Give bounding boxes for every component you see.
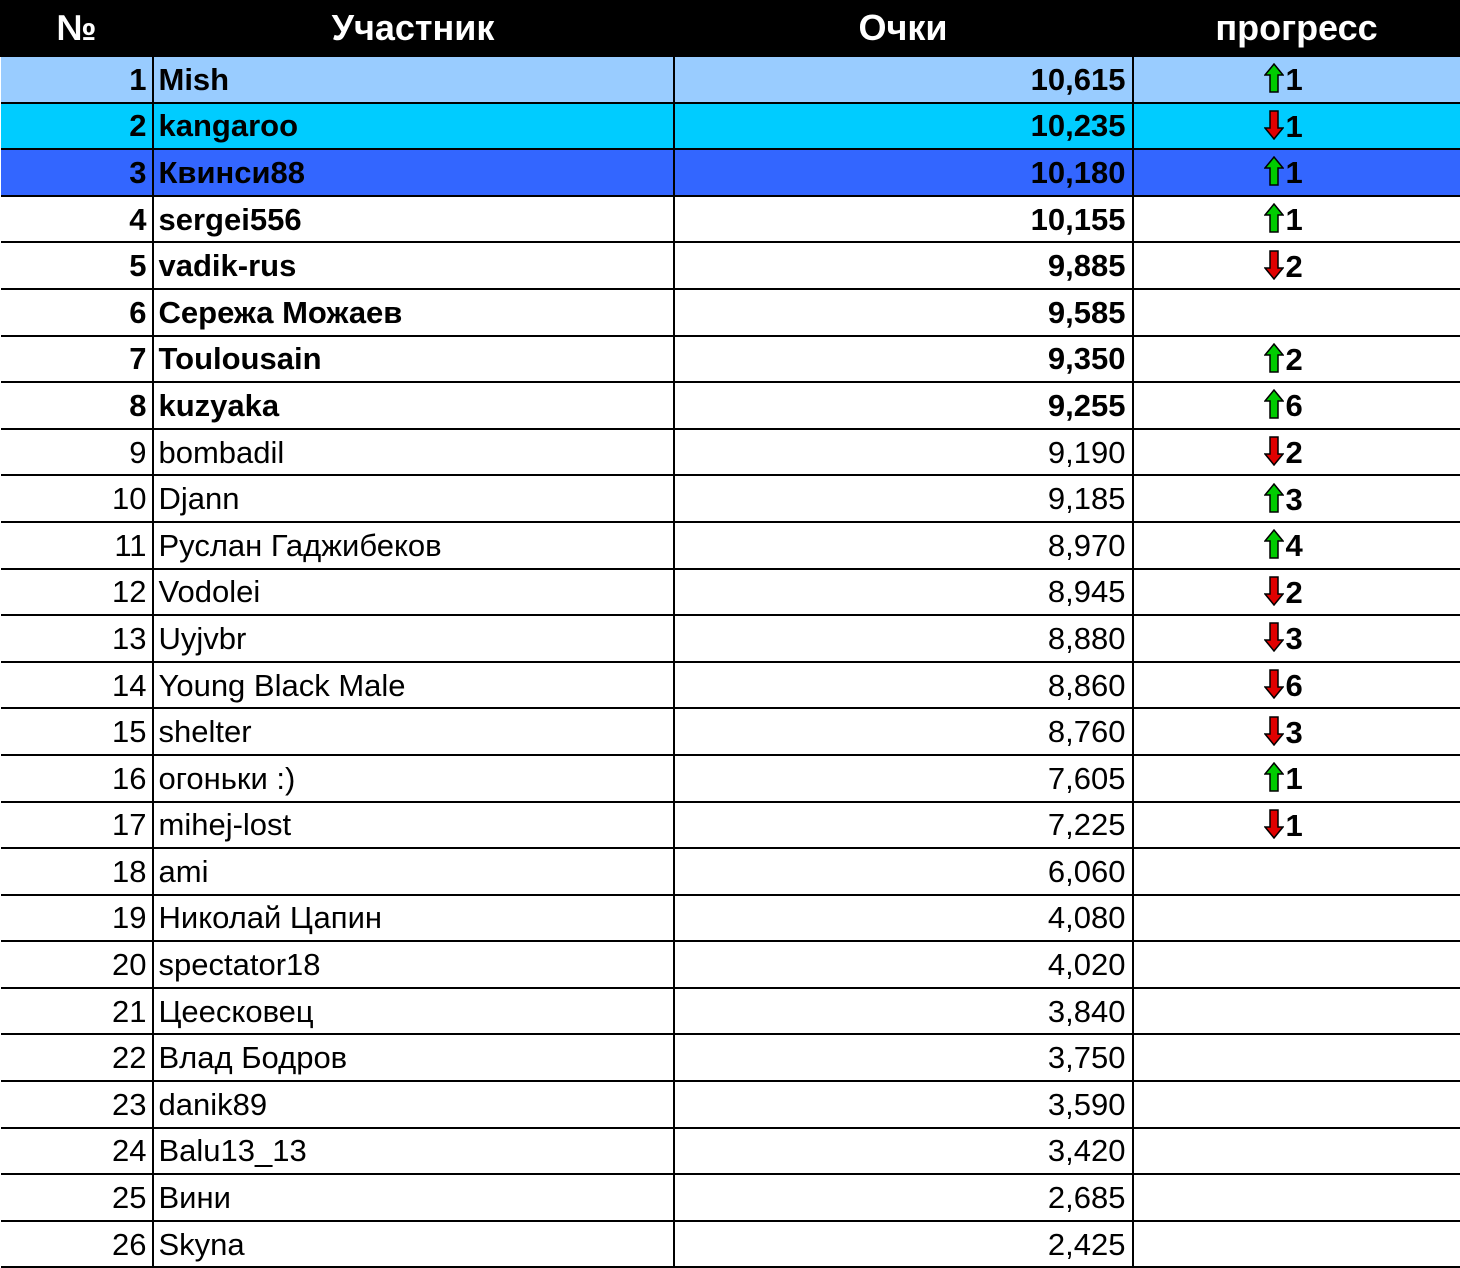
table-row bbox=[1, 1174, 1460, 1221]
points-cell[interactable]: 2,425 bbox=[674, 1221, 1133, 1268]
table-row bbox=[1, 336, 1460, 383]
progress-delta: 3 bbox=[1286, 621, 1303, 656]
points-cell[interactable]: 2,685 bbox=[674, 1174, 1133, 1221]
progress-cell[interactable] bbox=[1133, 382, 1460, 429]
table-row bbox=[1, 289, 1460, 336]
rank-cell[interactable]: 24 bbox=[1, 1128, 153, 1175]
progress-delta: 2 bbox=[1286, 435, 1303, 470]
progress-cell[interactable] bbox=[1133, 569, 1460, 616]
table-row bbox=[1, 522, 1460, 569]
participant-name-cell[interactable]: Mish bbox=[153, 56, 674, 103]
progress-cell[interactable] bbox=[1133, 522, 1460, 569]
arrow-down-icon bbox=[1264, 669, 1284, 699]
participant-name-cell[interactable]: Николай Цапин bbox=[153, 895, 674, 942]
participant-name-cell[interactable]: sergei556 bbox=[153, 196, 674, 243]
arrow-up-icon bbox=[1264, 389, 1284, 419]
progress-cell[interactable] bbox=[1133, 1128, 1460, 1175]
participant-name-cell[interactable]: Руслан Гаджибеков bbox=[153, 522, 674, 569]
points-cell[interactable]: 8,970 bbox=[674, 522, 1133, 569]
rank-cell[interactable]: 15 bbox=[1, 708, 153, 755]
progress-delta: 1 bbox=[1286, 62, 1303, 97]
points-cell[interactable]: 4,080 bbox=[674, 895, 1133, 942]
rank-cell[interactable]: 8 bbox=[1, 382, 153, 429]
progress-cell[interactable] bbox=[1133, 103, 1460, 150]
progress-cell[interactable] bbox=[1133, 1174, 1460, 1221]
participant-name-cell[interactable]: Balu13_13 bbox=[153, 1128, 674, 1175]
participant-name-cell[interactable]: danik89 bbox=[153, 1081, 674, 1128]
table-row bbox=[1, 475, 1460, 522]
table-row bbox=[1, 242, 1460, 289]
participant-name-cell[interactable]: Young Black Male bbox=[153, 662, 674, 709]
points-cell[interactable]: 8,860 bbox=[674, 662, 1133, 709]
points-cell[interactable]: 10,235 bbox=[674, 103, 1133, 150]
participant-name-cell[interactable]: kuzyaka bbox=[153, 382, 674, 429]
header-num[interactable]: № bbox=[1, 0, 153, 56]
arrow-up-icon bbox=[1264, 63, 1284, 93]
participant-name-cell[interactable]: kangaroo bbox=[153, 103, 674, 150]
table-row bbox=[1, 1221, 1460, 1268]
progress-delta: 2 bbox=[1286, 342, 1303, 377]
header-progress[interactable]: прогресс bbox=[1133, 0, 1460, 56]
participant-name-cell[interactable]: vadik-rus bbox=[153, 242, 674, 289]
points-cell[interactable]: 3,420 bbox=[674, 1128, 1133, 1175]
rank-cell[interactable]: 19 bbox=[1, 895, 153, 942]
arrow-down-icon bbox=[1264, 250, 1284, 280]
rank-cell[interactable]: 20 bbox=[1, 941, 153, 988]
progress-cell[interactable] bbox=[1133, 336, 1460, 383]
participant-name-cell[interactable]: mihej-lost bbox=[153, 802, 674, 849]
rank-cell[interactable]: 21 bbox=[1, 988, 153, 1035]
table-row bbox=[1, 988, 1460, 1035]
points-cell[interactable]: 4,020 bbox=[674, 941, 1133, 988]
table-row bbox=[1, 56, 1460, 103]
arrow-up-icon bbox=[1264, 203, 1284, 233]
participant-name-cell[interactable]: огоньки :) bbox=[153, 755, 674, 802]
progress-delta: 6 bbox=[1286, 388, 1303, 423]
table-body bbox=[1, 56, 1460, 1267]
progress-delta: 3 bbox=[1286, 715, 1303, 750]
progress-cell[interactable] bbox=[1133, 429, 1460, 476]
table-row bbox=[1, 103, 1460, 150]
progress-cell[interactable] bbox=[1133, 615, 1460, 662]
points-cell[interactable]: 9,185 bbox=[674, 475, 1133, 522]
arrow-up-icon bbox=[1264, 483, 1284, 513]
arrow-down-icon bbox=[1264, 622, 1284, 652]
rank-cell[interactable]: 2 bbox=[1, 103, 153, 150]
points-cell[interactable]: 3,590 bbox=[674, 1081, 1133, 1128]
points-cell[interactable]: 9,350 bbox=[674, 336, 1133, 383]
progress-cell[interactable] bbox=[1133, 755, 1460, 802]
participant-name-cell[interactable]: Цеесковец bbox=[153, 988, 674, 1035]
rank-cell[interactable]: 25 bbox=[1, 1174, 153, 1221]
arrow-up-icon bbox=[1264, 762, 1284, 792]
progress-cell[interactable] bbox=[1133, 895, 1460, 942]
progress-delta: 4 bbox=[1286, 528, 1303, 563]
points-cell[interactable]: 9,255 bbox=[674, 382, 1133, 429]
points-cell[interactable]: 8,760 bbox=[674, 708, 1133, 755]
rank-cell[interactable]: 1 bbox=[1, 56, 153, 103]
progress-cell[interactable] bbox=[1133, 988, 1460, 1035]
table-row bbox=[1, 848, 1460, 895]
rank-cell[interactable]: 7 bbox=[1, 336, 153, 383]
participant-name-cell[interactable]: shelter bbox=[153, 708, 674, 755]
rank-cell[interactable]: 6 bbox=[1, 289, 153, 336]
participant-name-cell[interactable]: Влад Бодров bbox=[153, 1034, 674, 1081]
rank-cell[interactable]: 22 bbox=[1, 1034, 153, 1081]
rank-cell[interactable]: 14 bbox=[1, 662, 153, 709]
participant-name-cell[interactable]: Uyjvbr bbox=[153, 615, 674, 662]
points-cell[interactable]: 9,190 bbox=[674, 429, 1133, 476]
participant-name-cell[interactable]: Djann bbox=[153, 475, 674, 522]
progress-cell[interactable] bbox=[1133, 848, 1460, 895]
header-points[interactable]: Очки bbox=[674, 0, 1133, 56]
progress-delta: 2 bbox=[1286, 575, 1303, 610]
rank-cell[interactable]: 12 bbox=[1, 569, 153, 616]
header-name[interactable]: Участник bbox=[153, 0, 674, 56]
progress-cell[interactable] bbox=[1133, 1034, 1460, 1081]
table-row bbox=[1, 708, 1460, 755]
rank-cell[interactable]: 23 bbox=[1, 1081, 153, 1128]
points-cell[interactable]: 6,060 bbox=[674, 848, 1133, 895]
rank-cell[interactable]: 16 bbox=[1, 755, 153, 802]
table-row bbox=[1, 1128, 1460, 1175]
arrow-up-icon bbox=[1264, 343, 1284, 373]
rank-cell[interactable]: 13 bbox=[1, 615, 153, 662]
rank-cell[interactable]: 9 bbox=[1, 429, 153, 476]
table-row bbox=[1, 382, 1460, 429]
table-row bbox=[1, 662, 1460, 709]
table-header bbox=[1, 0, 1460, 56]
points-cell[interactable]: 10,155 bbox=[674, 196, 1133, 243]
points-cell[interactable]: 10,615 bbox=[674, 56, 1133, 103]
progress-delta: 1 bbox=[1286, 761, 1303, 796]
table-row bbox=[1, 569, 1460, 616]
arrow-down-icon bbox=[1264, 576, 1284, 606]
points-cell[interactable]: 10,180 bbox=[674, 149, 1133, 196]
participant-name-cell[interactable]: Вини bbox=[153, 1174, 674, 1221]
progress-cell[interactable] bbox=[1133, 475, 1460, 522]
progress-delta: 3 bbox=[1286, 482, 1303, 517]
progress-cell[interactable] bbox=[1133, 1081, 1460, 1128]
table-row bbox=[1, 802, 1460, 849]
participant-name-cell[interactable]: bombadil bbox=[153, 429, 674, 476]
points-cell[interactable]: 3,840 bbox=[674, 988, 1133, 1035]
table-row bbox=[1, 615, 1460, 662]
participant-name-cell[interactable]: Toulousain bbox=[153, 336, 674, 383]
progress-delta: 1 bbox=[1286, 109, 1303, 144]
progress-cell[interactable] bbox=[1133, 289, 1460, 336]
points-cell[interactable]: 9,885 bbox=[674, 242, 1133, 289]
progress-delta: 1 bbox=[1286, 808, 1303, 843]
progress-cell[interactable] bbox=[1133, 1221, 1460, 1268]
arrow-up-icon bbox=[1264, 529, 1284, 559]
progress-delta: 1 bbox=[1286, 155, 1303, 190]
points-cell[interactable]: 3,750 bbox=[674, 1034, 1133, 1081]
arrow-up-icon bbox=[1264, 156, 1284, 186]
progress-cell[interactable] bbox=[1133, 941, 1460, 988]
progress-cell[interactable] bbox=[1133, 196, 1460, 243]
arrow-down-icon bbox=[1264, 809, 1284, 839]
table-row bbox=[1, 429, 1460, 476]
progress-delta: 2 bbox=[1286, 249, 1303, 284]
table-row bbox=[1, 149, 1460, 196]
participant-name-cell[interactable]: Skyna bbox=[153, 1221, 674, 1268]
table-row bbox=[1, 941, 1460, 988]
participant-name-cell[interactable]: Vodolei bbox=[153, 569, 674, 616]
progress-delta: 1 bbox=[1286, 202, 1303, 237]
rank-cell[interactable]: 5 bbox=[1, 242, 153, 289]
progress-cell[interactable] bbox=[1133, 242, 1460, 289]
table-row bbox=[1, 1081, 1460, 1128]
rank-cell[interactable]: 4 bbox=[1, 196, 153, 243]
points-cell[interactable]: 9,585 bbox=[674, 289, 1133, 336]
participant-name-cell[interactable]: spectator18 bbox=[153, 941, 674, 988]
progress-delta: 6 bbox=[1286, 668, 1303, 703]
table-row bbox=[1, 755, 1460, 802]
rank-cell[interactable]: 26 bbox=[1, 1221, 153, 1268]
progress-cell[interactable] bbox=[1133, 802, 1460, 849]
arrow-down-icon bbox=[1264, 436, 1284, 466]
arrow-down-icon bbox=[1264, 716, 1284, 746]
rank-cell[interactable]: 3 bbox=[1, 149, 153, 196]
progress-cell[interactable] bbox=[1133, 149, 1460, 196]
rank-cell[interactable]: 17 bbox=[1, 802, 153, 849]
points-cell[interactable]: 8,945 bbox=[674, 569, 1133, 616]
table-row bbox=[1, 196, 1460, 243]
points-cell[interactable]: 7,605 bbox=[674, 755, 1133, 802]
progress-cell[interactable] bbox=[1133, 662, 1460, 709]
participant-name-cell[interactable]: Сережа Можаев bbox=[153, 289, 674, 336]
progress-cell[interactable] bbox=[1133, 56, 1460, 103]
points-cell[interactable]: 8,880 bbox=[674, 615, 1133, 662]
rank-cell[interactable]: 18 bbox=[1, 848, 153, 895]
table-row bbox=[1, 895, 1460, 942]
rank-cell[interactable]: 10 bbox=[1, 475, 153, 522]
progress-cell[interactable] bbox=[1133, 708, 1460, 755]
participant-name-cell[interactable]: ami bbox=[153, 848, 674, 895]
table-row bbox=[1, 1034, 1460, 1081]
rank-cell[interactable]: 11 bbox=[1, 522, 153, 569]
participant-name-cell[interactable]: Квинси88 bbox=[153, 149, 674, 196]
header-row bbox=[1, 0, 1460, 56]
points-cell[interactable]: 7,225 bbox=[674, 802, 1133, 849]
arrow-down-icon bbox=[1264, 110, 1284, 140]
